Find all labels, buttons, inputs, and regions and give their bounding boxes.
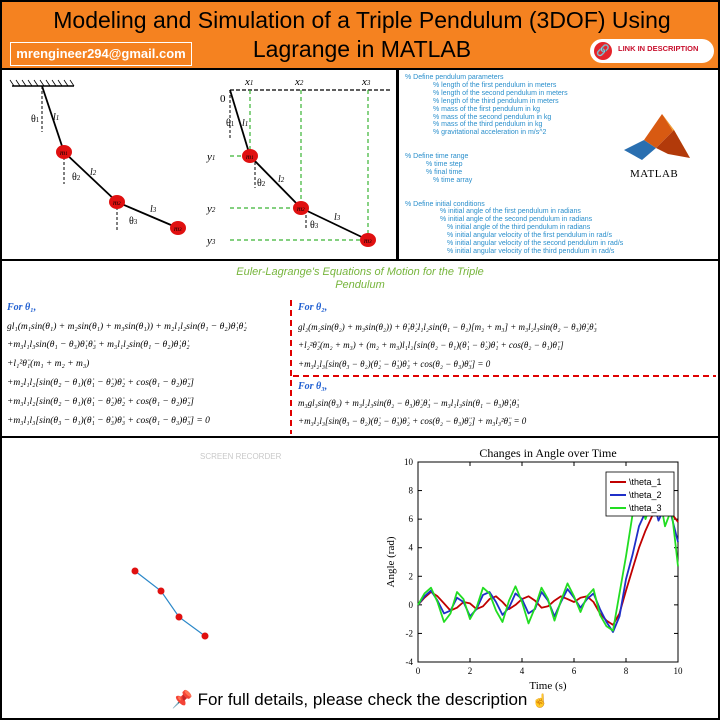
svg-text:l2: l2 — [278, 174, 285, 185]
svg-text:θ3: θ3 — [310, 220, 319, 231]
y-tick-label: 2 — [408, 571, 413, 582]
animation-mass-2 — [176, 614, 183, 621]
theta3-heading: For θ₃, — [298, 381, 328, 392]
svg-text:l3: l3 — [150, 204, 157, 215]
svg-text:θ2: θ2 — [257, 178, 266, 189]
y-axis-label: Angle (rad) — [385, 536, 397, 588]
svg-text:m2: m2 — [113, 199, 121, 207]
x-tick-label: 0 — [415, 666, 421, 676]
svg-text:y1: y1 — [207, 151, 216, 163]
x-tick-label: 2 — [467, 666, 473, 676]
svg-text:m3: m3 — [174, 225, 182, 233]
theta2-heading: For θ₂, — [298, 302, 328, 313]
y-tick-label: -2 — [405, 628, 413, 639]
code-comment-line: % initial angle of the first pendulum in radians — [440, 208, 581, 216]
code-comment-line: % initial angle of the third pendulum in radians — [447, 224, 591, 232]
code-comment-line: % length of the second pendulum in meters — [433, 89, 568, 97]
svg-text:l1: l1 — [53, 112, 60, 123]
eq1-line: +m₂l₁l₂[sin(θ₂ − θ₁)(θ̇₁ − θ̇₂)θ̇₂ + cos(θ₁ − θ₂)θ̈₂] — [7, 378, 194, 388]
y-tick-label: 6 — [408, 514, 413, 525]
eq2-line: +m₃l₂l₃[sin(θ₃ − θ₂)(θ̇₂ − θ̇₃)θ̇₃ + cos(θ₂ − θ₃)θ̈₃] = 0 — [298, 359, 491, 369]
svg-text:l3: l3 — [334, 212, 341, 223]
theta1-heading: For θ₁, — [7, 302, 37, 313]
svg-text:m1: m1 — [60, 149, 68, 157]
eq2-line: gl₂(m₂sin(θ₂) + m₃sin(θ₂)) + θ̇₁θ̇₂l₁l₂sin(θ₁ − θ₂)[m₂ + m₃] + m₃l₂l₃sin(θ₂ − θ₃)θ̇₂θ̇₃ — [298, 322, 597, 332]
code-comment-line: % initial angular velocity of the second pendulum in rad/s — [447, 240, 624, 248]
x-axis-label: Time (s) — [529, 680, 567, 692]
svg-text:θ1: θ1 — [31, 114, 40, 125]
eq1-line: gl₁(m₁sin(θ₁) + m₂sin(θ₁) + m₃sin(θ₁)) + m₂l₁l₂sin(θ₁ − θ₂)θ̇₁θ̇₂ — [7, 322, 247, 332]
x-tick-label: 6 — [571, 666, 577, 676]
code-comment-line: % mass of the second pendulum in kg — [433, 113, 552, 121]
code-comment-line: % mass of the first pendulum in kg — [433, 105, 540, 113]
code-comment-line: % time step — [426, 160, 463, 168]
code-comment-line: % initial angular velocity of the third pendulum in rad/s — [447, 247, 615, 255]
code-comment-line: % initial angular velocity of the first pendulum in rad/s — [447, 232, 612, 240]
y-tick-label: 0 — [408, 599, 413, 610]
svg-text:y3: y3 — [207, 235, 216, 247]
pushpin-icon: 📌 — [171, 690, 193, 709]
code-comment-line: % time array — [433, 176, 473, 184]
footer-text: For full details, please check the description — [197, 690, 528, 709]
code-comment-line: % Define time range — [405, 153, 469, 161]
svg-text:x2: x2 — [295, 76, 304, 88]
code-comment-line: % length of the third pendulum in meters — [433, 97, 559, 105]
code-comment-line: % Define pendulum parameters — [405, 74, 504, 81]
footer-note — [0, 690, 720, 710]
y-tick-label: -4 — [405, 657, 413, 667]
recorder-watermark: SCREEN RECORDER — [200, 452, 282, 461]
svg-text:m3: m3 — [364, 237, 372, 245]
legend-label: \theta_3 — [629, 503, 662, 513]
svg-text:l2: l2 — [90, 167, 97, 178]
eq2-line: +l₂²θ̈₂(m₂ + m₃) + (m₂ + m₃)l₁l₂[sin(θ₂ − θ₁)(θ̇₁ − θ̇₂)θ̇₁ + cos(θ₂ − θ₁)θ̈₁] — [298, 340, 564, 350]
svg-text:m2: m2 — [297, 205, 305, 213]
eq1-line: +m₃l₁l₃sin(θ₁ − θ₃)θ̇₁θ̇₃ + m₃l₁l₂sin(θ₁ − θ₂)θ̇₁θ̇₂ — [7, 340, 190, 350]
email-address[interactable]: mrengineer294@gmail.com — [10, 42, 192, 66]
svg-text:θ2: θ2 — [72, 172, 81, 183]
code-comment-line: % final time — [426, 168, 463, 176]
link-icon: 🔗 — [594, 42, 612, 60]
svg-text:θ1: θ1 — [226, 118, 235, 129]
x-tick-label: 8 — [623, 666, 629, 676]
link-label: LINK IN DESCRIPTION — [618, 44, 699, 53]
eq1-line: +m₃l₁l₂[sin(θ₂ − θ₁)(θ̇₁ − θ̇₂)θ̇₂ + cos(θ₁ − θ₂)θ̈₂] — [7, 397, 194, 407]
eq1-line: +m₃l₁l₃[sin(θ₃ − θ₁)(θ̇₁ − θ̇₃)θ̇₃ + cos(θ₁ − θ₃)θ̈₃] = 0 — [7, 416, 210, 426]
page-title: Modeling and Simulation of a Triple Pendulum (3DOF) Using Lagrange in MATLAB — [53, 7, 671, 62]
chart-title: Changes in Angle over Time — [479, 446, 617, 460]
svg-text:x1: x1 — [245, 76, 254, 88]
code-comment-line: % mass of the third pendulum in kg — [433, 121, 543, 129]
equations-title-line1: Euler-Lagrange's Equations of Motion for the Triple — [236, 266, 484, 278]
pendulum-animation — [120, 555, 230, 650]
y-tick-label: 4 — [408, 542, 413, 553]
legend-label: \theta_2 — [629, 490, 662, 500]
code-comment-line: % initial angle of the second pendulum in radians — [440, 216, 593, 224]
matlab-logo-text: MATLAB — [630, 168, 679, 180]
svg-text:y2: y2 — [207, 203, 216, 215]
eq1-line: +l₁²θ̈₁(m₁ + m₂ + m₃) — [7, 359, 90, 369]
code-comment-line: % Define initial conditions — [405, 200, 485, 208]
svg-text:l1: l1 — [242, 118, 249, 129]
code-comment-line: % gravitational acceleration in m/s^2 — [433, 129, 547, 137]
animation-pivot — [132, 568, 139, 575]
y-tick-label: 10 — [404, 457, 413, 467]
svg-text:m1: m1 — [246, 153, 254, 161]
angle-chart — [360, 456, 710, 696]
svg-text:x3: x3 — [362, 76, 371, 88]
animation-mass-3 — [202, 633, 209, 640]
y-tick-label: 8 — [408, 485, 413, 496]
animation-mass-1 — [158, 588, 165, 595]
x-tick-label: 4 — [519, 666, 525, 676]
code-comment-line: % length of the first pendulum in meters — [433, 81, 557, 89]
x-tick-label: 10 — [673, 666, 683, 676]
legend-label: \theta_1 — [629, 477, 662, 487]
svg-text:0: 0 — [220, 93, 226, 105]
eq3-line: m₃gl₃sin(θ₃) + m₃l₂l₃sin(θ₂ − θ₃)θ̇₂θ̇₃ − m₃l₁l₃sin(θ₁ − θ₃)θ̇₁θ̇₃ — [298, 398, 520, 408]
pointer-hand-icon: ☝ — [532, 693, 549, 708]
equations-title-line2: Pendulum — [335, 279, 385, 291]
eq3-line: +m₃l₂l₃[sin(θ₃ − θ₂)(θ̇₂ − θ̇₃)θ̇₂ + cos(θ₂ − θ₃)θ̈₂] + m₃l₃²θ̈₃ = 0 — [298, 416, 527, 426]
svg-text:θ3: θ3 — [129, 216, 138, 227]
